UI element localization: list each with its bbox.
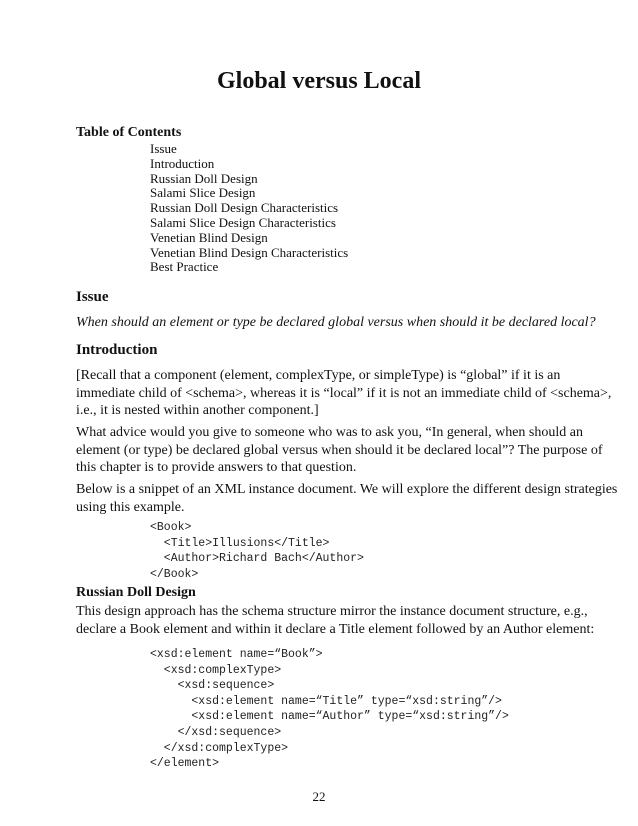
toc-item-russian-doll-characteristics: Russian Doll Design Characteristics <box>150 200 339 216</box>
code-line: <Author>Richard Bach</Author> <box>150 552 364 566</box>
toc-item-issue: Issue <box>150 141 177 156</box>
introduction-paragraph-3 <box>76 481 618 516</box>
paragraph-line: Below is a snippet of an XML instance document. We will explore the different design strategies <box>76 482 618 497</box>
code-line: <xsd:sequence> <box>150 679 275 693</box>
code-line: </xsd:sequence> <box>150 725 282 739</box>
russian-doll-heading: Russian Doll Design <box>76 585 196 600</box>
code-line: <xsd:element name=“Book”> <box>150 648 323 661</box>
toc-item-venetian-blind-characteristics: Venetian Blind Design Characteristics <box>150 244 349 260</box>
paragraph-line: declare a Book element and within it declare a Title element followed by an Author element: <box>76 621 595 637</box>
code-line: <xsd:complexType> <box>150 663 282 677</box>
code-line: <xsd:element name=“Author” type=“xsd:string”/> <box>150 710 509 724</box>
toc-heading: Table of Contents <box>76 125 182 140</box>
code-line: </xsd:complexType> <box>150 741 289 755</box>
toc-item-introduction: Introduction <box>150 155 215 171</box>
page-number: 22 <box>312 789 326 804</box>
introduction-heading: Introduction <box>76 342 158 358</box>
paragraph-line: What advice would you give to someone who was to ask you, “In general, when should an <box>76 425 583 440</box>
code-line: <Title>Illusions</Title> <box>150 536 330 550</box>
xsd-schema-code-block <box>150 647 509 772</box>
toc-item-salami-slice-characteristics: Salami Slice Design Characteristics <box>150 214 336 230</box>
toc-item-best-practice: Best Practice <box>150 259 219 275</box>
paragraph-line: immediate child of <schema>, whereas it is “local” if it is not an immediate child of <schema>, <box>76 385 612 401</box>
russian-doll-paragraph <box>76 603 595 638</box>
paragraph-line: this chapter is to provide answers to that question. <box>76 460 357 475</box>
toc-item-salami-slice-design: Salami Slice Design <box>150 185 256 201</box>
paragraph-line: This design approach has the schema structure mirror the instance document structure, e.g., <box>76 604 588 619</box>
toc-item-venetian-blind-design: Venetian Blind Design <box>150 229 268 245</box>
code-line: </Book> <box>150 567 199 581</box>
code-line: <xsd:element name=“Title” type=“xsd:string”/> <box>150 694 502 708</box>
toc-item-russian-doll-design: Russian Doll Design <box>150 170 258 186</box>
code-line: </element> <box>150 757 220 771</box>
xml-instance-code-block <box>150 520 364 582</box>
code-line: <Book> <box>150 521 192 534</box>
paragraph-line: using this example. <box>76 499 185 515</box>
toc-list <box>150 142 348 275</box>
issue-heading: Issue <box>76 289 109 305</box>
paragraph-line: [Recall that a component (element, complexType, or simpleType) is “global” if it is an <box>76 368 561 383</box>
issue-question: When should an element or type be declared global versus when should it be declared local? <box>76 315 596 330</box>
paragraph-line: i.e., it is nested within another component.] <box>76 403 319 418</box>
paragraph-line: element (or type) be declared global versus when should it be declared local”? The purpose of <box>76 442 603 458</box>
introduction-paragraph-1 <box>76 367 612 420</box>
introduction-paragraph-2 <box>76 424 603 477</box>
page-title: Global versus Local <box>216 68 421 94</box>
